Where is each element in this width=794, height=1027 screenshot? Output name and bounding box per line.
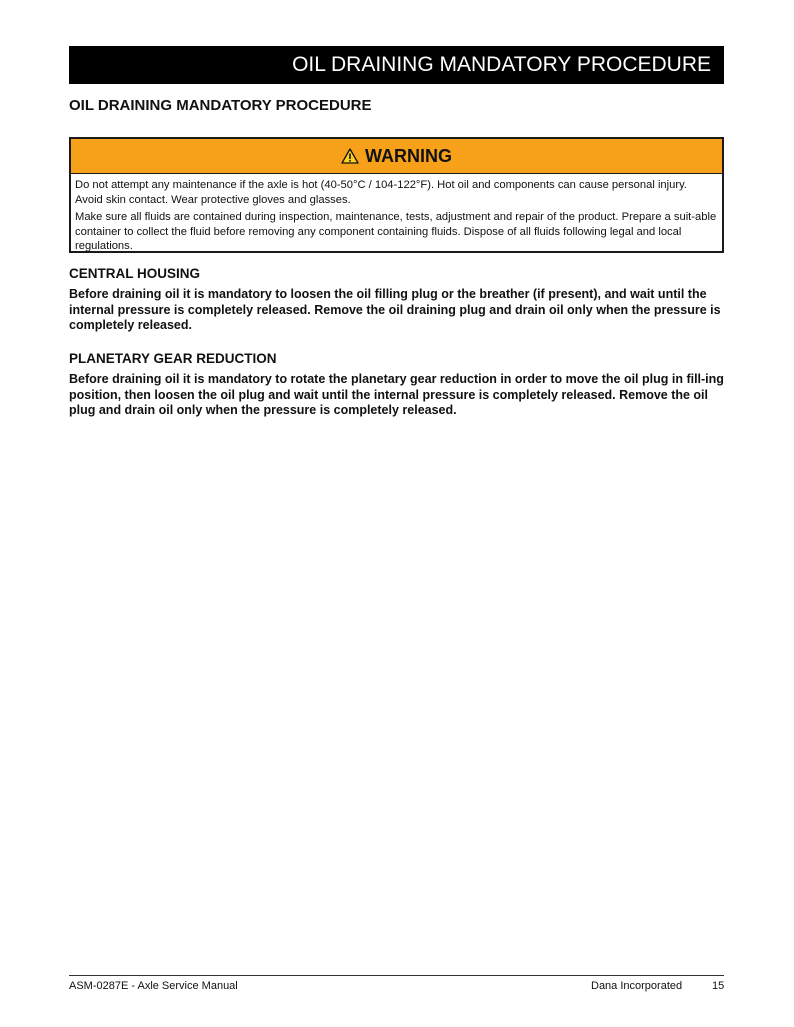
planetary-text: Before draining oil it is mandatory to rotate the planetary gear reduction in order to move the oil plug in fill-ing position, then loosen the oil plug and wait until the internal pressure is completely released. Remove the oil plug and drain oil only when the pressure is completely released. <box>69 372 724 417</box>
footer-company: Dana Incorporated <box>591 980 683 992</box>
warning-paragraph: Make sure all fluids are contained during inspection, maintenance, tests, adjustment and repair of the product. Prepare a suit-able container to collect the fluid before removing any component containing fluids. Dispose of all fluids following legal and local regulations. <box>75 211 717 253</box>
footer-page-number: 15 <box>712 980 725 992</box>
header-title: OIL DRAINING MANDATORY PROCEDURE <box>292 53 711 76</box>
footer-manual-title: ASM-0287E - Axle Service Manual <box>69 980 238 992</box>
warning-paragraph: Do not attempt any maintenance if the axle is hot (40-50°C / 104-122°F). Hot oil and components can cause personal injury. Avoid skin contact. Wear protective gloves and glasses. <box>75 179 687 206</box>
warning-label: WARNING <box>365 145 452 166</box>
warning-body <box>71 174 722 254</box>
planetary-heading: PLANETARY GEAR REDUCTION <box>69 351 277 366</box>
central-housing-heading: CENTRAL HOUSING <box>69 266 201 281</box>
warning-box <box>69 137 724 253</box>
warning-triangle-icon <box>341 148 359 164</box>
warning-header <box>71 139 722 174</box>
footer-divider <box>69 975 724 976</box>
section-title: OIL DRAINING MANDATORY PROCEDURE <box>69 97 372 114</box>
central-housing-text: Before draining oil it is mandatory to loosen the oil filling plug or the breather (if present), and wait until the internal pressure is completely released. Remove the oil draining plug and drain oil only when the pressure is completely released. <box>69 287 721 332</box>
page-header-bar <box>69 46 724 84</box>
